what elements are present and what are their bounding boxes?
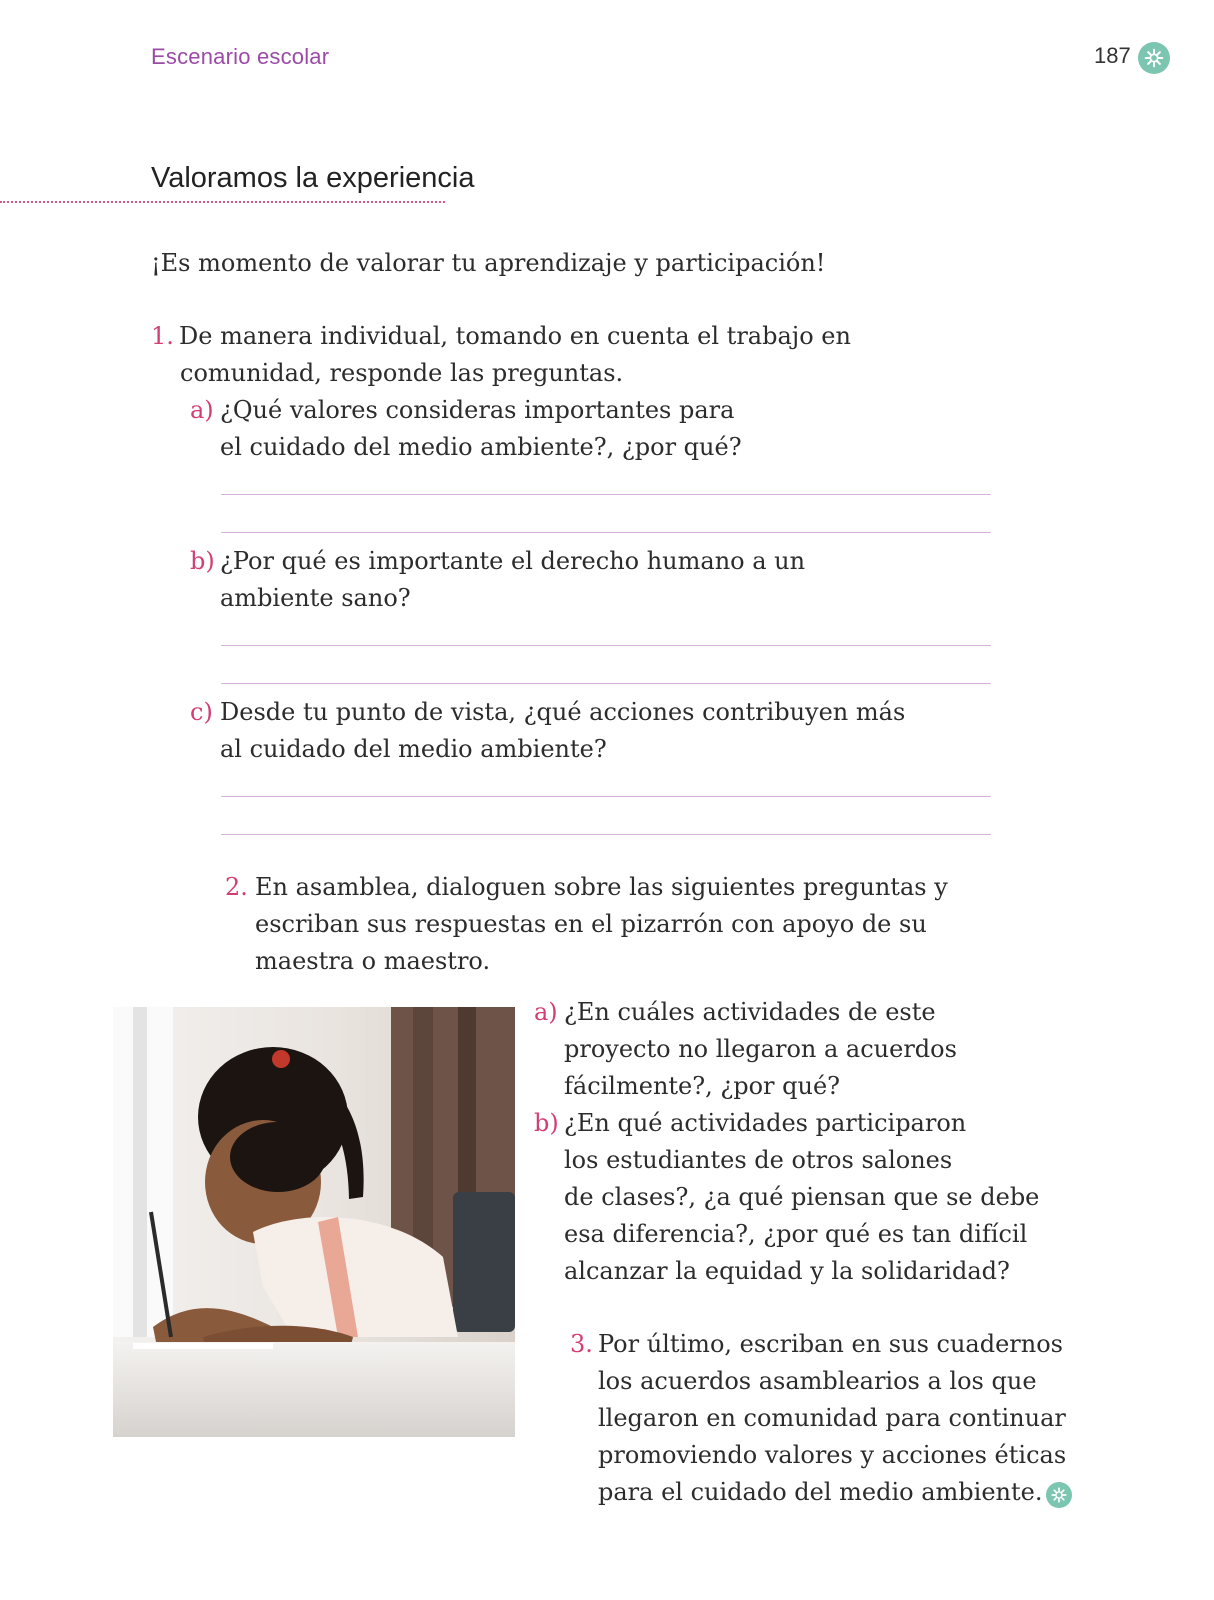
flower-end-icon [1046, 1482, 1072, 1508]
page-number: 187 [1094, 43, 1131, 68]
question-1c [190, 694, 905, 731]
title-underline [0, 201, 445, 203]
question-2a-line-3: fácilmente?, ¿por qué? [564, 1072, 841, 1100]
question-3 [570, 1326, 1063, 1363]
answer-line[interactable] [221, 645, 991, 646]
question-2b-line-1: ¿En qué actividades participaron [564, 1109, 967, 1137]
answer-line[interactable] [221, 796, 991, 797]
question-1a [190, 392, 734, 429]
question-2-line-3: maestra o maestro. [255, 947, 491, 975]
question-3-line-5: para el cuidado del medio ambiente. [598, 1478, 1043, 1506]
question-1-line-2: comunidad, responde las preguntas. [180, 359, 624, 387]
question-number: 1. [151, 322, 174, 350]
question-3-line-4: promoviendo valores y acciones éticas [598, 1441, 1067, 1469]
question-2a-line-1: ¿En cuáles actividades de este [564, 998, 936, 1026]
item-letter: b) [534, 1109, 559, 1137]
question-1c-line-2: al cuidado del medio ambiente? [220, 735, 607, 763]
question-number: 3. [570, 1330, 593, 1358]
answer-line[interactable] [221, 683, 991, 684]
item-letter: c) [190, 698, 213, 726]
item-letter: a) [190, 396, 214, 424]
question-2b-line-5: alcanzar la equidad y la solidaridad? [564, 1257, 1010, 1285]
question-3-line-2: los acuerdos asamblearios a los que [598, 1367, 1037, 1395]
question-2 [225, 869, 948, 906]
question-1a-line-2: el cuidado del medio ambiente?, ¿por qué? [220, 433, 742, 461]
flower-badge-icon [1138, 42, 1170, 74]
answer-line[interactable] [221, 532, 991, 533]
section-title: Valoramos la experiencia [151, 162, 475, 194]
question-1b-line-2: ambiente sano? [220, 584, 411, 612]
girl-writing-illustration [113, 1007, 515, 1437]
question-2b-line-4: esa diferencia?, ¿por qué es tan difícil [564, 1220, 1028, 1248]
question-1 [151, 318, 851, 355]
question-2a-line-2: proyecto no llegaron a acuerdos [564, 1035, 957, 1063]
student-writing-photo [113, 1007, 515, 1437]
question-1b-line-1: ¿Por qué es importante el derecho humano a un [220, 547, 806, 575]
question-2-line-2: escriban sus respuestas en el pizarrón con apoyo de su [255, 910, 927, 938]
answer-line[interactable] [221, 494, 991, 495]
question-2b-line-3: de clases?, ¿a qué piensan que se debe [564, 1183, 1040, 1211]
question-2b [534, 1105, 966, 1142]
question-3-line-3: llegaron en comunidad para continuar [598, 1404, 1066, 1432]
question-1a-line-1: ¿Qué valores consideras importantes para [220, 396, 735, 424]
question-3-last-line [598, 1474, 1072, 1511]
item-letter: b) [190, 547, 215, 575]
question-2b-line-2: los estudiantes de otros salones [564, 1146, 953, 1174]
question-1b [190, 543, 805, 580]
question-3-line-1: Por último, escriban en sus cuadernos [598, 1330, 1063, 1358]
question-2-line-1: En asamblea, dialoguen sobre las siguientes preguntas y [255, 873, 948, 901]
intro-text: ¡Es momento de valorar tu aprendizaje y participación! [151, 249, 826, 277]
question-2a [534, 994, 936, 1031]
running-header: Escenario escolar [151, 44, 330, 69]
question-1c-line-1: Desde tu punto de vista, ¿qué acciones contribuyen más [220, 698, 906, 726]
question-1-line-1: De manera individual, tomando en cuenta el trabajo en [179, 322, 851, 350]
flower-icon [1143, 47, 1165, 69]
question-number: 2. [225, 873, 248, 901]
item-letter: a) [534, 998, 558, 1026]
answer-line[interactable] [221, 834, 991, 835]
